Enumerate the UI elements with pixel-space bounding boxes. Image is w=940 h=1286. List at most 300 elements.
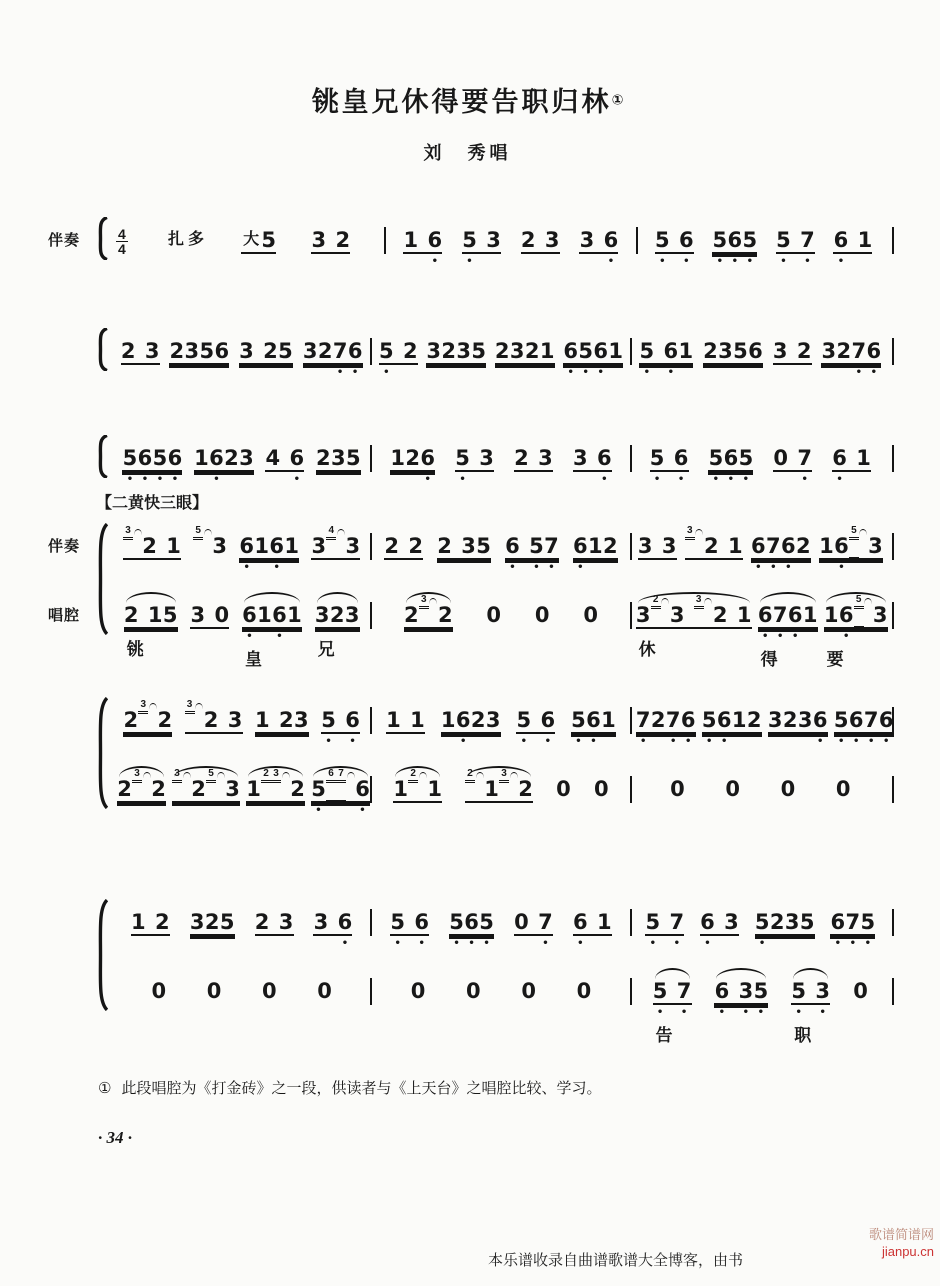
note: 7: [665, 708, 681, 732]
dot-cell: [785, 936, 800, 946]
octave-dot: •: [315, 805, 322, 816]
note: 2: [782, 708, 798, 732]
note: 2: [191, 777, 206, 801]
note: 6: [680, 708, 696, 732]
barline: [892, 338, 894, 365]
note-row: [166, 227, 206, 252]
note: 5: [708, 446, 724, 470]
note-group: [265, 433, 305, 485]
octave-dot: •: [705, 736, 713, 747]
site-url: jianpu.cn: [881, 1244, 934, 1259]
note: 5: [655, 228, 670, 252]
dot-cell: [724, 936, 739, 946]
note-row: [636, 707, 696, 734]
note-group: [384, 521, 423, 560]
note: 6: [209, 446, 224, 470]
octave-dot: •: [126, 474, 134, 485]
note: 2: [278, 708, 294, 732]
note: 1: [539, 339, 555, 363]
note-row: [131, 909, 170, 936]
tie-icon: [475, 772, 484, 778]
note-group: [311, 764, 370, 816]
dot-cell: [514, 936, 529, 946]
dot-cell: [873, 629, 888, 639]
note-group: [241, 215, 276, 254]
note: 3: [344, 603, 360, 627]
note: 5: [639, 339, 655, 363]
note-group: [638, 521, 677, 560]
note: 0: [835, 777, 851, 801]
note-group: [572, 897, 612, 949]
lyric: 告: [655, 1026, 673, 1045]
note-row: [685, 525, 743, 560]
octave-dot: •: [597, 367, 604, 378]
dot-cell: [529, 936, 538, 946]
note-group: [757, 590, 818, 669]
octave-dots-row: [776, 254, 815, 267]
note: 6: [673, 446, 689, 470]
note-group: [314, 590, 360, 659]
note: 2: [290, 777, 305, 801]
octave-dot: •: [770, 562, 777, 573]
note-group: [393, 764, 442, 803]
note-group: [390, 433, 435, 485]
dot-cell: [224, 472, 239, 482]
note: 6: [832, 446, 847, 470]
dot-cell: [821, 365, 836, 375]
octave-dot: •: [795, 1007, 802, 1018]
note-group: [514, 433, 553, 472]
octave-dot: •: [383, 367, 390, 378]
note: 6: [748, 339, 763, 363]
dot-cell: [747, 734, 762, 744]
note: 6: [787, 603, 803, 627]
grace-note: 2: [465, 769, 475, 783]
note: 2: [403, 603, 419, 627]
octave-dot: •: [870, 367, 877, 378]
octave-dot: •: [683, 256, 690, 267]
note-group: [404, 590, 453, 629]
note: 5: [799, 910, 815, 934]
note-group: [635, 590, 752, 659]
note: 1: [819, 534, 834, 558]
octave-dot: •: [791, 631, 799, 642]
lyric: 铫: [126, 640, 144, 659]
dot-cell: [597, 936, 612, 946]
note-group: [773, 433, 813, 485]
measure: [633, 521, 888, 573]
tie-icon: [142, 772, 151, 778]
note: 2: [402, 339, 418, 363]
dot-cell: [848, 254, 857, 264]
octave-dot: •: [801, 474, 808, 485]
note: 3: [302, 339, 318, 363]
dot-cell: [318, 365, 333, 375]
note-row: [495, 338, 555, 365]
note-group: [166, 215, 206, 252]
dot-cell: [479, 472, 494, 482]
note-group: [700, 897, 739, 949]
note: 7: [772, 603, 788, 627]
note-row: [441, 707, 501, 734]
octave-dot: •: [325, 736, 332, 747]
grace-note: 3: [132, 769, 142, 783]
octave-dot: •: [577, 562, 584, 573]
note: 6: [716, 708, 732, 732]
note: 7: [800, 228, 815, 252]
dot-cell: [864, 625, 873, 628]
note-row: [773, 338, 812, 365]
note: 0: [206, 979, 222, 1003]
dot-cell: [783, 734, 798, 744]
note: 1: [802, 603, 818, 627]
tie-icon: [336, 529, 345, 535]
dot-cell: [471, 734, 486, 744]
note: 1: [427, 777, 442, 801]
octave-dots-row: [390, 472, 435, 485]
tie-icon: [418, 772, 427, 778]
note-row: [117, 768, 166, 803]
footnote-marker: ①: [98, 1080, 112, 1097]
barline: [892, 227, 894, 254]
dot-cell: [836, 365, 851, 375]
note: 2: [155, 910, 170, 934]
barline: [892, 909, 894, 936]
note: 0: [576, 979, 592, 1003]
note-row: [650, 445, 689, 472]
dot-cell: [194, 472, 209, 482]
staff-line: [47, 590, 895, 669]
site-watermark: [869, 1226, 934, 1260]
note: 3: [772, 339, 788, 363]
note: 5: [162, 603, 178, 627]
bottom-watermark: 本乐谱收录自曲谱歌谱大全博客，由书: [488, 1252, 744, 1269]
note: 3: [509, 339, 525, 363]
octave-dot: •: [171, 474, 179, 485]
tie-icon: [859, 529, 868, 535]
octave-dots-row: [650, 472, 689, 485]
barline: [630, 533, 632, 560]
note: 6: [866, 339, 882, 363]
note: 6: [239, 534, 254, 558]
measure: [373, 695, 628, 747]
note: 3: [815, 979, 831, 1003]
staff-content: [114, 521, 895, 573]
dot-cell: [403, 254, 418, 264]
note: 6: [812, 708, 828, 732]
octave-dots-row: [573, 472, 612, 485]
note-row: [834, 707, 894, 734]
note: 5: [738, 446, 754, 470]
note: 1: [857, 228, 873, 252]
note: 1: [166, 534, 181, 558]
barline: [630, 909, 632, 936]
dot-cell: [477, 254, 486, 264]
note: 3: [767, 708, 783, 732]
tie-icon: [148, 703, 157, 709]
note: 5: [122, 446, 138, 470]
note-row: [751, 533, 811, 560]
note-row: [411, 978, 426, 1003]
octave-dots-row: [462, 254, 501, 267]
note: 3: [485, 708, 501, 732]
note-row: [670, 776, 685, 801]
octave-dot: •: [542, 938, 549, 949]
time-signature-bottom: 4: [118, 241, 126, 257]
octave-dot: •: [712, 474, 720, 485]
octave-dot: •: [544, 736, 551, 747]
note-row: [776, 227, 815, 254]
octave-dot: •: [659, 256, 666, 267]
note: 2: [650, 708, 666, 732]
note-group: [583, 590, 598, 627]
octave-dots-row: [712, 254, 757, 267]
note-row: [316, 445, 361, 472]
octave-dot: •: [742, 474, 750, 485]
dot-cell: [390, 472, 405, 482]
octave-dot: •: [834, 938, 841, 949]
note: 3: [225, 777, 240, 801]
grace-note: 3: [419, 595, 429, 609]
dot-cell: [257, 629, 272, 639]
dot-cell: [654, 365, 663, 375]
note-row: [708, 445, 753, 472]
octave-dots-row: [122, 472, 182, 485]
note-group: [207, 966, 222, 1003]
octave-dots-row: [505, 560, 559, 573]
note: 3: [311, 228, 327, 252]
staff-content: [114, 590, 895, 669]
note: 1: [587, 534, 603, 558]
note-group: [652, 966, 692, 1045]
note: 5: [860, 910, 876, 934]
dot-cell: [470, 472, 479, 482]
note: 5: [701, 708, 717, 732]
note-row: [169, 338, 229, 365]
note: 3: [144, 339, 160, 363]
note-row: [379, 338, 418, 365]
octave-dot: •: [867, 736, 875, 747]
barline: [630, 602, 632, 629]
note-row: [403, 227, 442, 254]
music-system: [40, 521, 895, 669]
note-group: [853, 966, 868, 1003]
measure: [633, 764, 888, 801]
note: 0: [780, 777, 796, 801]
note-row: [239, 533, 299, 560]
dot-cell: [770, 936, 785, 946]
measure: [633, 590, 888, 669]
octave-dots-row: [751, 560, 811, 573]
barline: [630, 707, 632, 734]
note: 6: [781, 534, 796, 558]
note: 6: [505, 534, 520, 558]
section-label: 【二黄快三眼】: [96, 495, 209, 512]
note: 5: [321, 708, 336, 732]
grace-note: 5: [854, 595, 864, 609]
note: 5: [261, 228, 276, 252]
octave-dots-row: [303, 365, 363, 378]
tie-icon: [661, 598, 670, 604]
octave-dots-row: [773, 472, 812, 485]
tie-icon: [216, 772, 225, 778]
note: 2: [703, 339, 718, 363]
staff-content: [114, 764, 895, 816]
octave-dot: •: [731, 256, 739, 267]
note: 2: [514, 446, 529, 470]
note-row: [121, 338, 160, 365]
note: 3: [718, 339, 733, 363]
note-group: [635, 695, 696, 747]
octave-dot: •: [758, 938, 766, 949]
dot-cell: [601, 734, 616, 744]
note-row: [486, 602, 501, 627]
note: 5: [733, 339, 748, 363]
octave-dot: •: [453, 938, 460, 949]
dot-cell: [486, 734, 501, 744]
staff-line: [47, 215, 895, 267]
note-row: [194, 445, 254, 472]
staff-content: [114, 695, 895, 747]
note-row: [190, 602, 229, 629]
note: 6: [455, 708, 471, 732]
note: 6: [700, 910, 715, 934]
note-group: [190, 897, 235, 936]
dot-cell: [594, 254, 603, 264]
note: 3: [486, 228, 501, 252]
note-group: [830, 897, 876, 949]
note-group: [411, 966, 426, 1003]
dot-cell: [798, 734, 813, 744]
octave-dots-row: [702, 734, 762, 747]
note: 6: [757, 603, 773, 627]
note-group: [521, 966, 536, 1003]
dot-cell: [788, 472, 797, 482]
note: 1: [484, 777, 499, 801]
note: 3: [821, 339, 837, 363]
singer-credit: 刘 秀唱: [423, 143, 512, 163]
note-group: [426, 326, 486, 365]
octave-dot: •: [704, 938, 711, 949]
note: 2: [254, 910, 270, 934]
staff-line: [114, 433, 895, 485]
octave-dot: •: [424, 474, 431, 485]
measure: [373, 897, 628, 949]
note: 0: [514, 910, 529, 934]
note-group: [172, 764, 240, 803]
note-group: [462, 215, 501, 267]
part-label: 伴奏: [47, 232, 80, 249]
octave-dot: •: [590, 736, 597, 747]
note-group: [833, 695, 894, 747]
note: 2: [441, 339, 457, 363]
note-group: [123, 521, 181, 560]
note: 7: [538, 910, 553, 934]
note-row: [573, 445, 612, 472]
octave-dot: •: [575, 736, 582, 747]
octave-dots-row: [791, 1005, 830, 1018]
note: 2: [796, 339, 812, 363]
note: 2: [151, 777, 166, 801]
measure: [633, 897, 888, 949]
note-row: [563, 338, 623, 365]
dot-cell: [588, 936, 597, 946]
octave-dots-row: [655, 254, 694, 267]
grace-note: 2: [408, 769, 418, 783]
grace-note: 2: [261, 769, 271, 783]
note: 0: [486, 603, 502, 627]
note: 6: [414, 910, 429, 934]
grace-note: 6: [326, 769, 336, 783]
note: 3: [868, 534, 883, 558]
note: 3: [724, 910, 739, 934]
note: 3: [239, 446, 254, 470]
dot-cell: [729, 1005, 738, 1015]
octave-dot: •: [720, 736, 728, 747]
note-group: [685, 521, 743, 560]
barline: [892, 445, 894, 472]
note: 3: [212, 534, 227, 558]
barline: [370, 707, 372, 734]
note-group: [321, 695, 360, 747]
note: 0: [534, 603, 550, 627]
octave-dots-row: [830, 936, 875, 949]
octave-dot: •: [520, 736, 527, 747]
note: 5: [649, 446, 665, 470]
octave-dot: •: [727, 474, 735, 485]
note-group: [516, 695, 556, 747]
note: 5: [571, 708, 586, 732]
dot-cell: [394, 365, 403, 375]
octave-dot: •: [755, 562, 762, 573]
note-row: [303, 338, 363, 365]
measure: [373, 521, 628, 573]
dot-cell: [313, 936, 328, 946]
note-row: [151, 978, 166, 1003]
note: 2: [520, 228, 536, 252]
note: 6: [596, 446, 612, 470]
note-group: [495, 326, 555, 365]
octave-dot: •: [607, 256, 615, 267]
note-row: [853, 978, 868, 1003]
octave-dots-row: [636, 734, 696, 747]
note-row: [403, 594, 453, 629]
note-row: [773, 445, 812, 472]
note: 5: [791, 979, 807, 1003]
note-group: [714, 966, 769, 1018]
barline: [370, 909, 372, 936]
system-bracket: [96, 523, 108, 635]
octave-dot: •: [667, 367, 675, 378]
octave-dots-row: [639, 365, 693, 378]
note: 2: [769, 910, 785, 934]
note: 6: [272, 603, 287, 627]
song-title: 铫皇兄休得要告职归林: [311, 87, 612, 117]
octave-dot: •: [431, 256, 438, 267]
octave-dot: •: [680, 1007, 688, 1018]
grace-note: 4: [326, 526, 336, 540]
note-row: [725, 776, 740, 801]
note: 6: [833, 228, 849, 252]
note: 3: [479, 446, 494, 470]
note: 2: [703, 534, 719, 558]
note-group: [239, 326, 293, 365]
measure: [114, 521, 369, 573]
music-system: [40, 215, 895, 267]
grace-note: 2: [651, 595, 661, 609]
dot-cell: [651, 734, 666, 744]
octave-dot: •: [418, 938, 425, 949]
